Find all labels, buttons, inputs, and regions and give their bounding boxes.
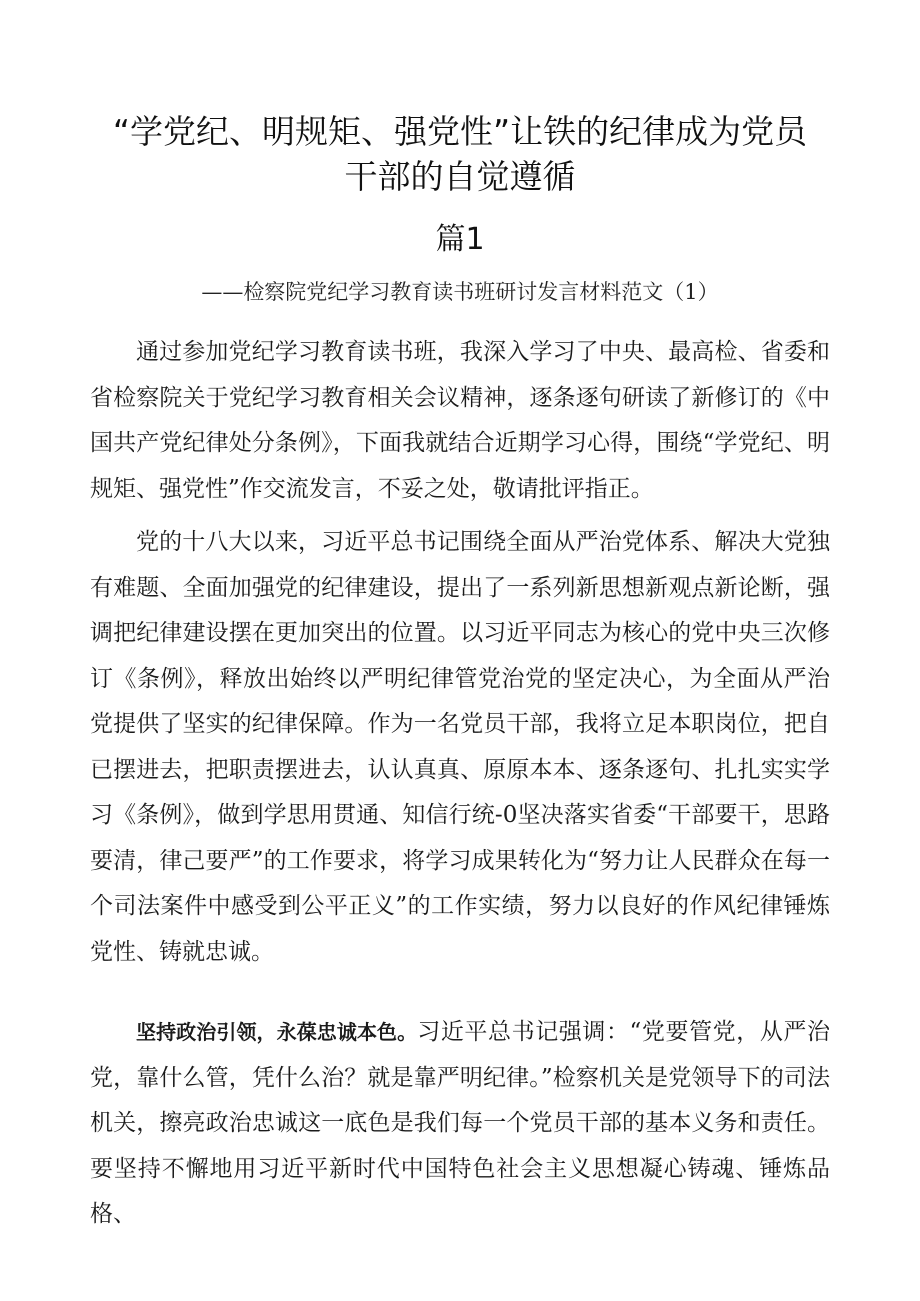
body-paragraph-1: 通过参加党纪学习教育读书班，我深入学习了中央、最高检、省委和省检察院关于党纪学习教育相关会议精神，逐条逐句研读了新修订的《中国共产党纪律处分条例》，下面我就结合近期学习心得，围绕“学党纪、明规矩、强党性”作交流发言，不妥之处，敬请批评指正。 <box>90 339 830 502</box>
document-title-line-1: “学党纪、明规矩、强党性”让铁的纪律成为党员 <box>112 112 808 151</box>
body-paragraph-2: 党的十八大以来，习近平总书记围绕全面从严治党体系、解决大党独有难题、全面加强党的纪律建设，提出了一系列新思想新观点新论断，强调把纪律建设摆在更加突出的位置。以习近平同志为核心的党中央三次修订《条例》，释放出始终以严明纪律管党治党的坚定决心，为全面从严治党提供了坚实的纪律保障。作为一名党员干部，我将立足本职岗位，把自已摆进去，把职责摆进去，认认真真、原原本本、逐条逐句、扎扎实实学习《条例》，做到学思用贯通、知信行统-0坚决落实省委“干部要干，思路要清，律己要严”的工作要求，将学习成果转化为“努力让人民群众在每一个司法案件中感受到公平正义”的工作实绩，努力以良好的作风纪律锤炼党性、铸就忠诚。 <box>90 529 830 965</box>
section-heading: 篇1 <box>435 222 485 257</box>
document-title-line-2: 干部的自觉遵循 <box>344 157 576 196</box>
body-paragraph-3 <box>90 1010 830 1238</box>
paragraph-lead-heading: 坚持政治引领，永葆忠诚本色。 <box>136 1020 418 1044</box>
paragraph-3-body: 习近平总书记强调：“党要管党，从严治党，靠什么管，凭什么治？就是靠严明纪律。”检察机关是党领导下的司法机关，擦亮政治忠诚这一底色是我们每一个党员干部的基本义务和责任。要坚持不懈地用习近平新时代中国特色社会主义思想凝心铸魂、锤炼品格、 <box>90 1019 831 1227</box>
document-subtitle: ——检察院党纪学习教育读书班研讨发言材料范文（1） <box>201 280 719 304</box>
